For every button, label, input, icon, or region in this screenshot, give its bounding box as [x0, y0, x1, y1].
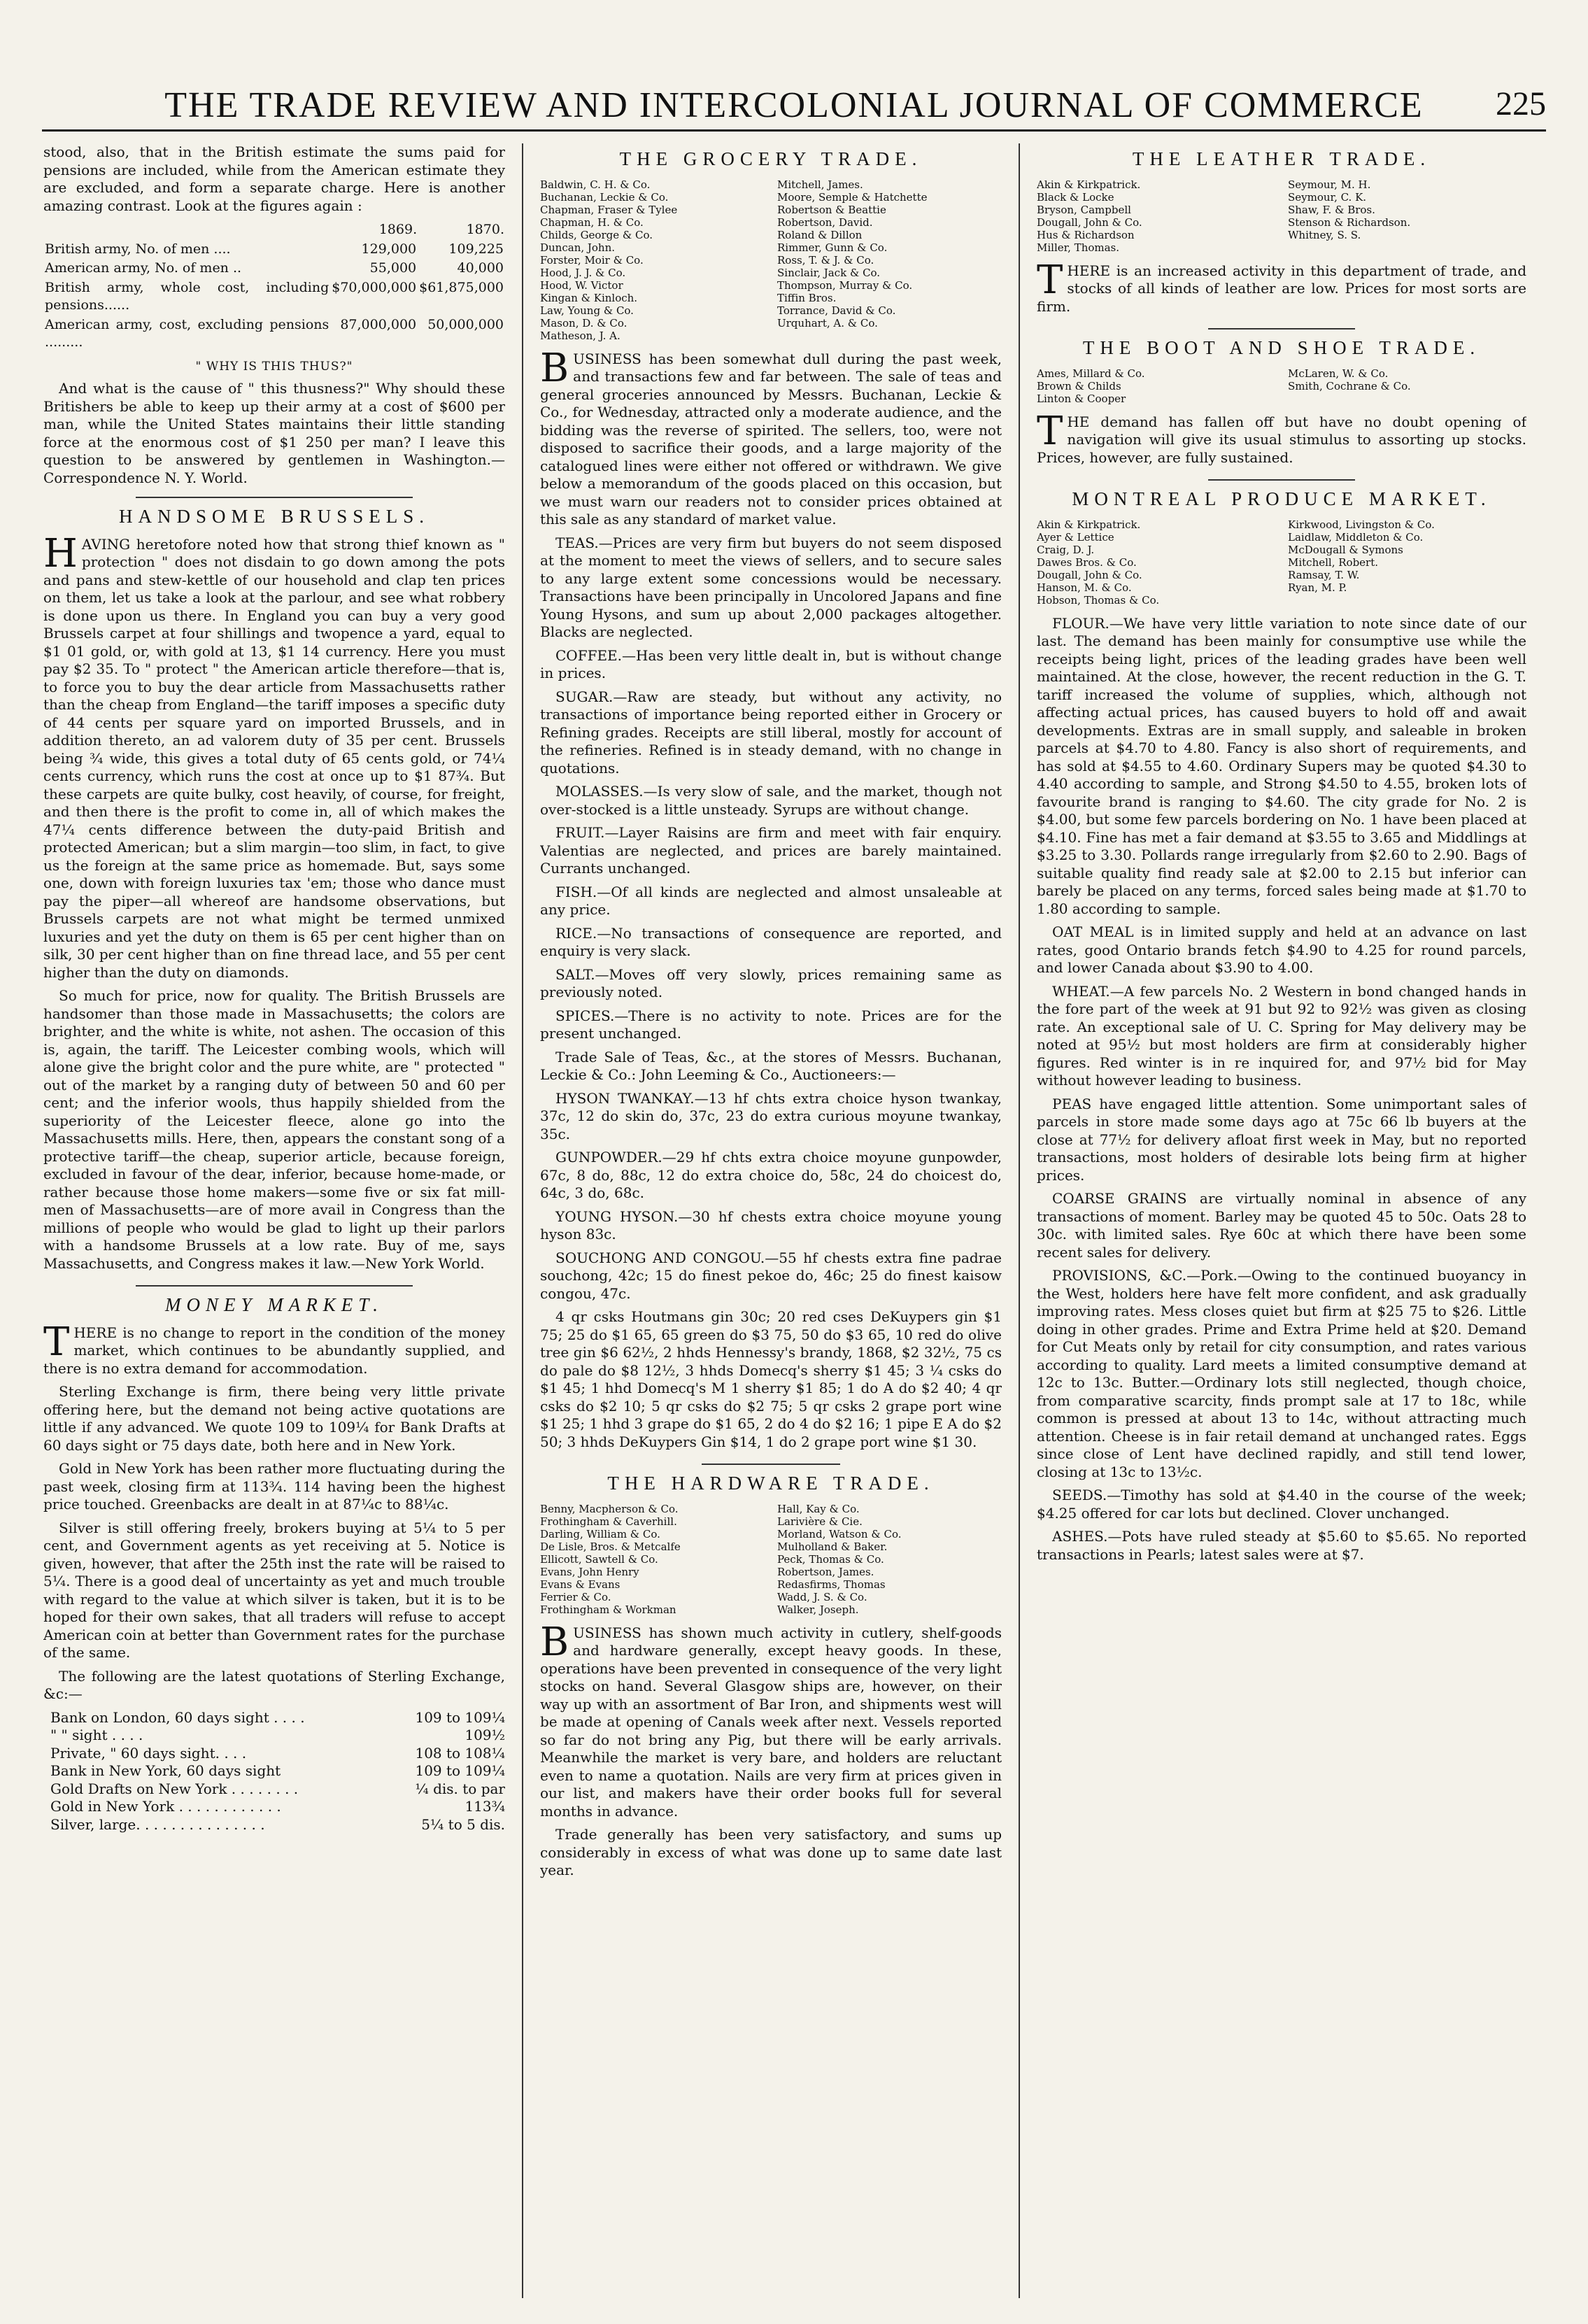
exchange-rate-list — [50, 1709, 505, 1834]
list-item: Bryson, Campbell — [1037, 203, 1131, 216]
divider — [1208, 328, 1355, 330]
divider — [702, 1464, 840, 1465]
list-item: " " sight . . . . 109½ — [50, 1727, 505, 1743]
list-item: Akin & Kirkpatrick. — [1037, 518, 1141, 531]
divider — [1208, 479, 1355, 481]
list-item: Darling, William & Co. — [540, 1527, 660, 1540]
grocery-title: THE GROCERY TRADE. — [619, 148, 923, 169]
list-item: Mitchell, James. — [777, 178, 863, 191]
table-row — [43, 259, 505, 278]
oatmeal-paragraph: OAT MEAL is in limited supply and held at an advance on last rates, good Ontario brands fetch $4.90 to 4.25 for round parcels, and lower Canada about $3.90 to 4.00. — [1037, 923, 1526, 976]
list-item: Forster, Moir & Co. — [540, 253, 644, 267]
produce-firm-list — [1037, 518, 1526, 607]
hardware-title: THE HARDWARE TRADE. — [607, 1473, 935, 1494]
list-item: Ames, Millard & Co. — [1037, 367, 1145, 380]
money-paragraph-5: The following are the latest quotations of Sterling Exchange, &c:— — [43, 1667, 505, 1702]
list-item: Chapman, Fraser & Tylee — [540, 203, 678, 216]
table-cell: 109,225 — [448, 241, 504, 257]
list-item: Robertson, David. — [777, 215, 873, 229]
list-item: Bank in New York, 60 days sight 109 to 109¼ — [50, 1762, 505, 1779]
column-rule-1 — [522, 143, 523, 2298]
list-item: De Lisle, Bros. & Metcalfe — [540, 1540, 681, 1553]
flour-paragraph: FLOUR.—We have very little variation to note since date of our last. The demand has been mainly for consumptive use while the receipts being light, prices of the leading grades have been well maintained. At the close, however, the recent reduction in the G. T. tariff increased the volume of supplies, which, although not affecting actual prices, has caused buyers to hold off and await developments. Extras are in small supply, and saleable in broken parcels at $4.70 to 4.80. Fancy is also short of requirements, and has sold at $4.55 to 4.60. Ordinary Supers may be quoted $4.30 to 4.40 according to sample, and Strong $4.50 to 4.55, broken lots of favourite brand is ranging to $4.60. The city grade for No. 2 is $4.00, but some few parcels bordering on No. 1 have been placed at $4.10. Fine has met a fair demand at $3.55 to 3.65 and Middlings at $3.25 to 3.30. Pollards range irregularly from $2.60 to 2.90. Bags of suitable quality find ready sale at $2.00 to 2.15 but inferior can barely be placed on any terms, forced sales being made at $1.70 to 1.80 according to sample. — [1037, 614, 1526, 917]
list-item — [1288, 594, 1526, 607]
divider — [136, 1285, 413, 1287]
page-header — [42, 66, 1546, 132]
list-item: Hanson, M. & Co. — [1037, 581, 1132, 594]
hardware-lead: BUSINESS has shown much activity in cutlery, shelf-goods and hardware generally, except heavy goods. In these, operations have been prevented in consequence of the very light stocks on hand. Several Glasgow ships are, however, on their way up with an assortment of Bar Iron, and shipments west will be made at opening of Canals week after next. Vessels reported so far do not bring any Pig, but there will be early arrivals. Meanwhile the market is very bare, and holders are reluctant even to name a quotation. Nails are very firm at prices given in our list, and makers have their order books full for several months in advance. — [540, 1619, 1002, 1820]
list-item — [1288, 241, 1526, 254]
list-item: Kingan & Kinloch. — [540, 291, 638, 304]
boot-shoe-lead: THE demand has fallen off but have no doubt opening of navigation will give its usual stimulus to assorting up stocks. Prices, however, are fully sustained. — [1037, 408, 1526, 466]
list-item: Ayer & Lettice — [1037, 530, 1114, 544]
list-item: Gold in New York . . . . . . . . . . . . 113¾ — [50, 1798, 505, 1815]
column-2 — [540, 143, 1002, 2298]
hyson-paragraph: HYSON TWANKAY.—13 hf chts extra choice hyson twankay, 37c, 12 do skin do, 37c, 23 do extra curious moyune twankay, 35c. — [540, 1089, 1002, 1142]
list-item: Ramsay, T. W. — [1288, 568, 1360, 581]
peas-paragraph: PEAS have engaged little attention. Some unimportant sales of parcels in store made some days ago at 75c 66 lb buyers at the close at 77½ for delivery afloat first week in May, but no reported transactions, most holders of desirable lots being firm at higher prices. — [1037, 1095, 1526, 1184]
rice-paragraph: RICE.—No transactions of consequence are reported, and enquiry is very slack. — [540, 924, 1002, 959]
why-heading: " WHY IS THIS THUS?" — [195, 359, 353, 374]
list-item: Hall, Kay & Co. — [777, 1502, 860, 1515]
list-item: Dawes Bros. & Co. — [1037, 555, 1137, 569]
list-item: Akin & Kirkpatrick. — [1037, 178, 1141, 191]
list-item: Larivière & Cie. — [777, 1515, 863, 1528]
trade-sale-paragraph: Trade Sale of Teas, &c., at the stores of Messrs. Buchanan, Leckie & Co.: John Leeming & Co., Auctioneers:— — [540, 1048, 1002, 1083]
list-item: Torrance, David & Co. — [777, 304, 896, 317]
wheat-paragraph: WHEAT.—A few parcels No. 2 Western in bond changed hands in the fore part of the week at 91 but 92 to 92½ was given as closing rate. An exceptional sale of U. C. Spring for May delivery may be noted at 95½ but most holders are firm at considerably higher figures. Red winter is in re inquired for, and 97½ bid for May without however leading to business. — [1037, 982, 1526, 1089]
fruit-paragraph: FRUIT.—Layer Raisins are firm and meet with fair enquiry. Valentias are neglected, and prices are barely maintained. Currants unchanged. — [540, 824, 1002, 877]
table-cell: 40,000 — [457, 260, 504, 276]
fish-paragraph: FISH.—Of all kinds are neglected and almost unsaleable at any price. — [540, 883, 1002, 918]
coffee-paragraph: COFFEE.—Has been very little dealt in, but is without change in prices. — [540, 646, 1002, 681]
list-item: Seymour, M. H. — [1288, 178, 1371, 191]
list-item: Mulholland & Baker. — [777, 1540, 888, 1553]
list-item: Stenson & Richardson. — [1288, 215, 1411, 229]
table-row — [43, 240, 505, 260]
list-item: Dougall, John & Co. — [1037, 568, 1142, 581]
column-rule-2 — [1019, 143, 1020, 2298]
list-item: Chapman, H. & Co. — [540, 215, 644, 229]
money-paragraph-3: Gold in New York has been rather more fluctuating during the past week, closing firm at 113¾. 114 having been the highest price touched. Greenbacks are dealt in at 87¼c to 88¼c. — [43, 1460, 505, 1512]
list-item: Hobson, Thomas & Co. — [1037, 593, 1160, 607]
list-item: Duncan, John. — [540, 241, 616, 254]
list-item: Whitney, S. S. — [1288, 228, 1361, 241]
list-item: Silver, large. . . . . . . . . . . . . . . 5¼ to 5 dis. — [50, 1815, 505, 1833]
list-item: Sinclair, Jack & Co. — [777, 266, 881, 279]
seeds-paragraph: SEEDS.—Timothy has sold at $4.40 in the course of the week; $4.25 offered for car lots but declined. Clover unchanged. — [1037, 1487, 1526, 1522]
list-item: Mason, D. & Co. — [540, 316, 628, 330]
list-item: Brown & Childs — [1037, 379, 1121, 392]
column-3 — [1037, 143, 1526, 2298]
brussels-paragraph-2: So much for price, now for quality. The British Brussels are handsomer than those made in Massachusetts; the colors are brighter, and the white is white, not ashen. The occasion of this is, again, the tariff. The Leicester combing wools, which will alone give the bright color and the pure white, are " protected " out of the market by a ranging duty of between 50 and 60 per cent; and the inferior wools, thus happily shielded from the superiority of the Leicester fleece, alone go into the Massachusetts mills. Here, then, appears the constant song of a protective tariff—the cheap, superior article, because foreign, excluded in favour of the dear, inferior, because home-made, or rather because those home makers—some five or six fat mill-men of Massachusetts—are of more avail in Congress than the millions of people who would be glad to light up their parlors with a handsome Brussels at a low rate. Buy of me, says Massachusetts, and Congress makes it law.—New York World. — [43, 987, 505, 1272]
list-item: Matheson, J. A. — [540, 329, 621, 342]
page-number: 225 — [1496, 85, 1546, 122]
list-item: Mitchell, Robert. — [1288, 555, 1379, 569]
list-item: Ross, T. & J. & Co. — [777, 253, 874, 267]
list-item — [1288, 392, 1526, 405]
gunpowder-paragraph: GUNPOWDER.—29 hf chts extra choice moyune gunpowder, 67c, 8 do, 88c, 12 do extra choice do, 58c, 24 do choicest do, 64c, 3 do, 68c. — [540, 1149, 1002, 1201]
brussels-title: HANDSOME BRUSSELS. — [118, 506, 430, 527]
list-item: Gold Drafts on New York . . . . . . . . ¼ dis. to par — [50, 1780, 505, 1797]
table-row — [43, 278, 505, 316]
list-item: Evans & Evans — [540, 1578, 621, 1591]
grocery-firm-list — [540, 178, 1002, 342]
molasses-paragraph: MOLASSES.—Is very slow of sale, and the market, though not over-stocked is a little unsteady. Syrups are without change. — [540, 783, 1002, 818]
list-item: Ryan, M. P. — [1288, 581, 1347, 594]
ashes-paragraph: ASHES.—Pots have ruled steady at $5.60 to $5.65. No reported transactions in Pearls; latest sales were at $7. — [1037, 1528, 1526, 1563]
leather-article — [1037, 150, 1526, 316]
table-header-cell: 1870. — [466, 222, 504, 237]
boot-shoe-firm-list — [1037, 367, 1526, 405]
list-item: Redasfirms, Thomas — [777, 1578, 886, 1591]
list-item: Laidlaw, Middleton & Co. — [1288, 530, 1424, 544]
list-item: Rimmer, Gunn & Co. — [777, 241, 888, 254]
list-item: Dougall, John & Co. — [1037, 215, 1142, 229]
list-item: Black & Locke — [1037, 190, 1114, 204]
list-item: Morland, Watson & Co. — [777, 1527, 902, 1540]
hardware-article — [540, 1475, 1002, 1880]
brussels-paragraph-1: HAVING heretofore noted how that strong thief known as " protection " does not disdain to go down among the pots and pans and stew-kettle of our household and clap ten prices on them, let us take a look at the parlour, and see what robbery is done upon us there. In England you can buy a very good Brussels carpet at four shillings and twopence a yard, equal to $1 01 gold, or, with gold at 13, $1 14 currency. Here you must pay $2 35. To " protect " the American article therefore—that is, to force you to buy the dear article from Massachusetts rather than the cheap from England—the tariff imposes a specific duty of 44 cents per square yard on imported Brussels, and in addition thereto, an ad valorem duty of 35 per cent. Brussels being ¾ wide, this gives a total duty of 65 cents gold, or 74¼ cents currency, which runs the cost at once up to $1 87¾. But these carpets are quite bulky, cost heavily, of course, for freight, and then there is the profit to come in, all of which makes the 47¼ cents difference between the duty-paid British and protected American; but a slim margin—too slim, in fact, to give us the foreign at the same price as homemade. But, says some one, down with foreign luxuries tax 'em; those who dance must pay the piper—all whereof are handsome observations, but Brussels carpets are not what might be termed unmixed luxuries and yet the duty on them is 65 per cent higher than on silk, 30 per cent higher than on fine thread lace, and 55 per cent higher than the duty on diamonds. — [43, 530, 505, 981]
table-cell: British army, whole cost, including pensions...... — [45, 279, 329, 313]
list-item: Miller, Thomas. — [1037, 241, 1120, 254]
table-header-cell: 1869. — [378, 222, 418, 237]
list-item: Kirkwood, Livingston & Co. — [1288, 518, 1435, 531]
table-row — [43, 316, 505, 353]
table-cell: 129,000 — [361, 241, 417, 257]
running-title: THE TRADE REVIEW AND INTERCOLONIAL JOURNAL OF COMMERCE — [164, 85, 1424, 125]
table-cell: 55,000 — [369, 260, 417, 276]
list-item: Tiffin Bros. — [777, 291, 837, 304]
list-item: Ellicott, Sawtell & Co. — [540, 1552, 658, 1566]
money-paragraph-4: Silver is still offering freely, brokers buying at 5¼ to 5 per cent, and Government agents as yet receiving at 5. Notice is given, however, that after the 25th inst the rate will be raised to 5¼. There is a good deal of uncertainty as yet and much trouble with regard to the value at which silver is taken, but it is to be hoped for their own sakes, that all traders will refuse to accept American coin at better than Government rates for the purchase of the same. — [43, 1519, 505, 1661]
list-item: Urquhart, A. & Co. — [777, 316, 878, 330]
list-item: Shaw, F. & Bros. — [1288, 203, 1375, 216]
money-market-title: MONEY MARKET. — [165, 1294, 383, 1315]
table-cell: American army, No. of men .. — [45, 260, 242, 276]
list-item: Wadd, J. S. & Co. — [777, 1590, 867, 1603]
list-item: Frothingham & Workman — [540, 1603, 676, 1616]
column-1 — [43, 143, 505, 2298]
grocery-lead: BUSINESS has been somewhat dull during the past week, and transactions few and far between. The sale of teas and general groceries announced by Messrs. Buchanan, Leckie & Co., for Wednesday, attracted only a moderate audience, and the bidding was the reverse of spirited. The sellers, too, were not disposed to sacrifice their goods, and a large majority of the catalogued lines were either not offered or withdrawn. We give below a memorandum of the goods placed on this occasion, but we must warn our readers not to consider prices obtained at this sale as any standard of market value. — [540, 345, 1002, 527]
list-item: Hood, W. Victor — [540, 278, 623, 292]
list-item: Childs, George & Co. — [540, 228, 653, 241]
list-item: Roland & Dillon — [777, 228, 863, 241]
list-item: Benny, Macpherson & Co. — [540, 1502, 679, 1515]
table-cell: British army, No. of men .... — [45, 241, 231, 257]
list-item: Hus & Richardson — [1037, 228, 1135, 241]
why-text: And what is the cause of " this thusness?" Why should these Britishers be able to keep up their army at a cost of $600 per man, while the United States maintains their little standing force at the enormous cost of $1 250 per man? I leave this question to be answered by gentlemen in Washington.— Correspondence N. Y. World. — [43, 380, 505, 486]
divider — [136, 497, 413, 498]
table-header-cell — [43, 220, 330, 240]
army-cost-table — [43, 220, 505, 353]
boot-shoe-article — [1037, 339, 1526, 467]
table-cell: 50,000,000 — [427, 316, 504, 332]
list-item: Frothingham & Caverhill. — [540, 1515, 677, 1528]
money-paragraph-2: Sterling Exchange is firm, there being very little private offering here, but the demand not being active quotations are little if any advanced. We quote 109 to 109¼ for Bank Drafts at 60 days sight or 75 days date, both here and in New York. — [43, 1383, 505, 1454]
table-cell: $70,000,000 — [332, 279, 417, 295]
table-header-row — [43, 220, 505, 240]
produce-article — [1037, 490, 1526, 1564]
provisions-paragraph: PROVISIONS, &C.—Pork.—Owing to the continued buoyancy in the West, holders here have felt more confident, and ask gradually improving rates. Mess closes quiet but firm at $25 75 to $26. Little doing in other grades. Prime and Extra Prime held at $20. Demand for Cut Meats only by retail for city consumption, and rates various according to quality. Lard meets a limited consumptive demand at 12c to 13c. Butter.—Ordinary lots still neglected, though choice, from comparative scarcity, finds prompt sale at 17 to 18c, while common is pressed at about 13 to 14c, without attracting much attention. Cheese is in fair retail demand at unchanged rates. Eggs since close of Lent have declined rapidly, and still tend lower, closing at 13c to 13½c. — [1037, 1267, 1526, 1480]
hardware-paragraph-2: Trade generally has been very satisfactory, and sums up considerably in excess of what was done up to same date last year. — [540, 1826, 1002, 1878]
list-item: Robertson & Beattie — [777, 203, 886, 216]
list-item — [777, 330, 1002, 342]
money-paragraph-1: THERE is no change to report in the condition of the money market, which continues to be abundantly supplied, and there is no extra demand for accommodation. — [43, 1319, 505, 1377]
list-item: Thompson, Murray & Co. — [777, 278, 913, 292]
produce-title: MONTREAL PRODUCE MARKET. — [1072, 488, 1491, 509]
souchong-paragraph: SOUCHONG AND CONGOU.—55 hf chests extra fine padrae souchong, 42c; 15 do finest pekoe do, 46c; 25 do finest kaisow congou, 47c. — [540, 1249, 1002, 1302]
leather-title: THE LEATHER TRADE. — [1132, 148, 1431, 169]
list-item: Peck, Thomas & Co. — [777, 1552, 884, 1566]
list-item: Craig, D. J. — [1037, 543, 1095, 556]
list-item: Smith, Cochrane & Co. — [1288, 379, 1411, 392]
list-item: McDougall & Symons — [1288, 543, 1403, 556]
leather-lead: THERE is an increased activity in this department of trade, and stocks of all kinds of leather are low. Prices for most sorts are firm. — [1037, 257, 1526, 315]
table-cell: $61,875,000 — [419, 279, 504, 295]
list-item: Linton & Cooper — [1037, 392, 1126, 405]
hardware-firm-list — [540, 1503, 1002, 1616]
table-cell: 87,000,000 — [340, 316, 417, 332]
spices-paragraph: SPICES.—There is no activity to note. Prices are for the present unchanged. — [540, 1007, 1002, 1042]
brussels-article — [43, 508, 505, 1273]
salt-paragraph: SALT.—Moves off very slowly, prices remaining same as previously noted. — [540, 965, 1002, 1000]
article-intro: stood, also, that in the British estimate the sums paid for pensions are included, while from the American estimate they are excluded, and form a separate charge. Here is another amazing contrast. Look at the figures again : — [43, 143, 505, 214]
list-item: Private, " 60 days sight. . . . 108 to 108¼ — [50, 1744, 505, 1762]
money-market-article — [43, 1296, 505, 1834]
wines-paragraph: 4 qr csks Houtmans gin 30c; 20 red cses DeKuypers gin $1 75; 25 do $1 65, 65 green do $3 75, 50 do $3 65, 10 red do olive tree gin $6 62½, 2 hhds Hennessy's brandy, 1868, $2 32½, 75 cs do pale do $8 12½, 3 hhds Domecq's sherry $1 45; 3 ¼ csks do $1 45; 1 hhd Domecq's M 1 sherry $1 85; 1 do A do $2 40; 4 qr csks do $2 10; 5 qr csks do $2 75; 5 qr csks 2 grape port wine $1 25; 1 hhd 3 grape do $1 65, 2 do 4 do $2 16; 1 pipe E A do $2 50; 3 hhds DeKuypers Gin $14, 1 do 2 grape port wine $1 30. — [540, 1308, 1002, 1450]
list-item: McLaren, W. & Co. — [1288, 367, 1389, 380]
coarse-grains-paragraph: COARSE GRAINS are virtually nominal in absence of any transactions of moment. Barley may be quoted 45 to 50c. Oats 28 to 30c. with limited sales. Rye 60c at which there have been some recent sales for delivery. — [1037, 1190, 1526, 1261]
list-item: Walker, Joseph. — [777, 1603, 859, 1616]
list-item: Buchanan, Leckie & Co. — [540, 190, 669, 204]
leather-firm-list — [1037, 178, 1526, 254]
list-item: Robertson, James. — [777, 1565, 874, 1578]
list-item: Hood, J. J. & Co. — [540, 266, 626, 279]
list-item: Moore, Semple & Hatchette — [777, 190, 928, 204]
list-item: Ferrier & Co. — [540, 1590, 611, 1603]
list-item: Law, Young & Co. — [540, 304, 634, 317]
list-item: Evans, John Henry — [540, 1565, 639, 1578]
grocery-article — [540, 150, 1002, 1451]
list-item: Seymour, C. K. — [1288, 190, 1367, 204]
table-cell: American army, cost, excluding pensions ......... — [45, 316, 329, 350]
young-hyson-paragraph: YOUNG HYSON.—30 hf chests extra choice moyune young hyson 83c. — [540, 1207, 1002, 1242]
sugar-paragraph: SUGAR.—Raw are steady, but without any activity, no transactions of importance being reported either in Grocery or Refining grades. Receipts are still liberal, mostly for account of the refineries. Refined is in steady demand, with no change in quotations. — [540, 688, 1002, 777]
list-item: Bank on London, 60 days sight . . . . 109 to 109¼ — [50, 1708, 505, 1726]
boot-shoe-title: THE BOOT AND SHOE TRADE. — [1082, 337, 1481, 358]
teas-paragraph: TEAS.—Prices are very firm but buyers do not seem disposed at the moment to meet the views of sellers, and to secure sales to any large extent some concessions would be necessary. Transactions have been principally in Uncolored Japans and fine Young Hysons, and sum up about 2,000 packages altogether. Blacks are neglected. — [540, 534, 1002, 640]
list-item: Baldwin, C. H. & Co. — [540, 178, 651, 191]
